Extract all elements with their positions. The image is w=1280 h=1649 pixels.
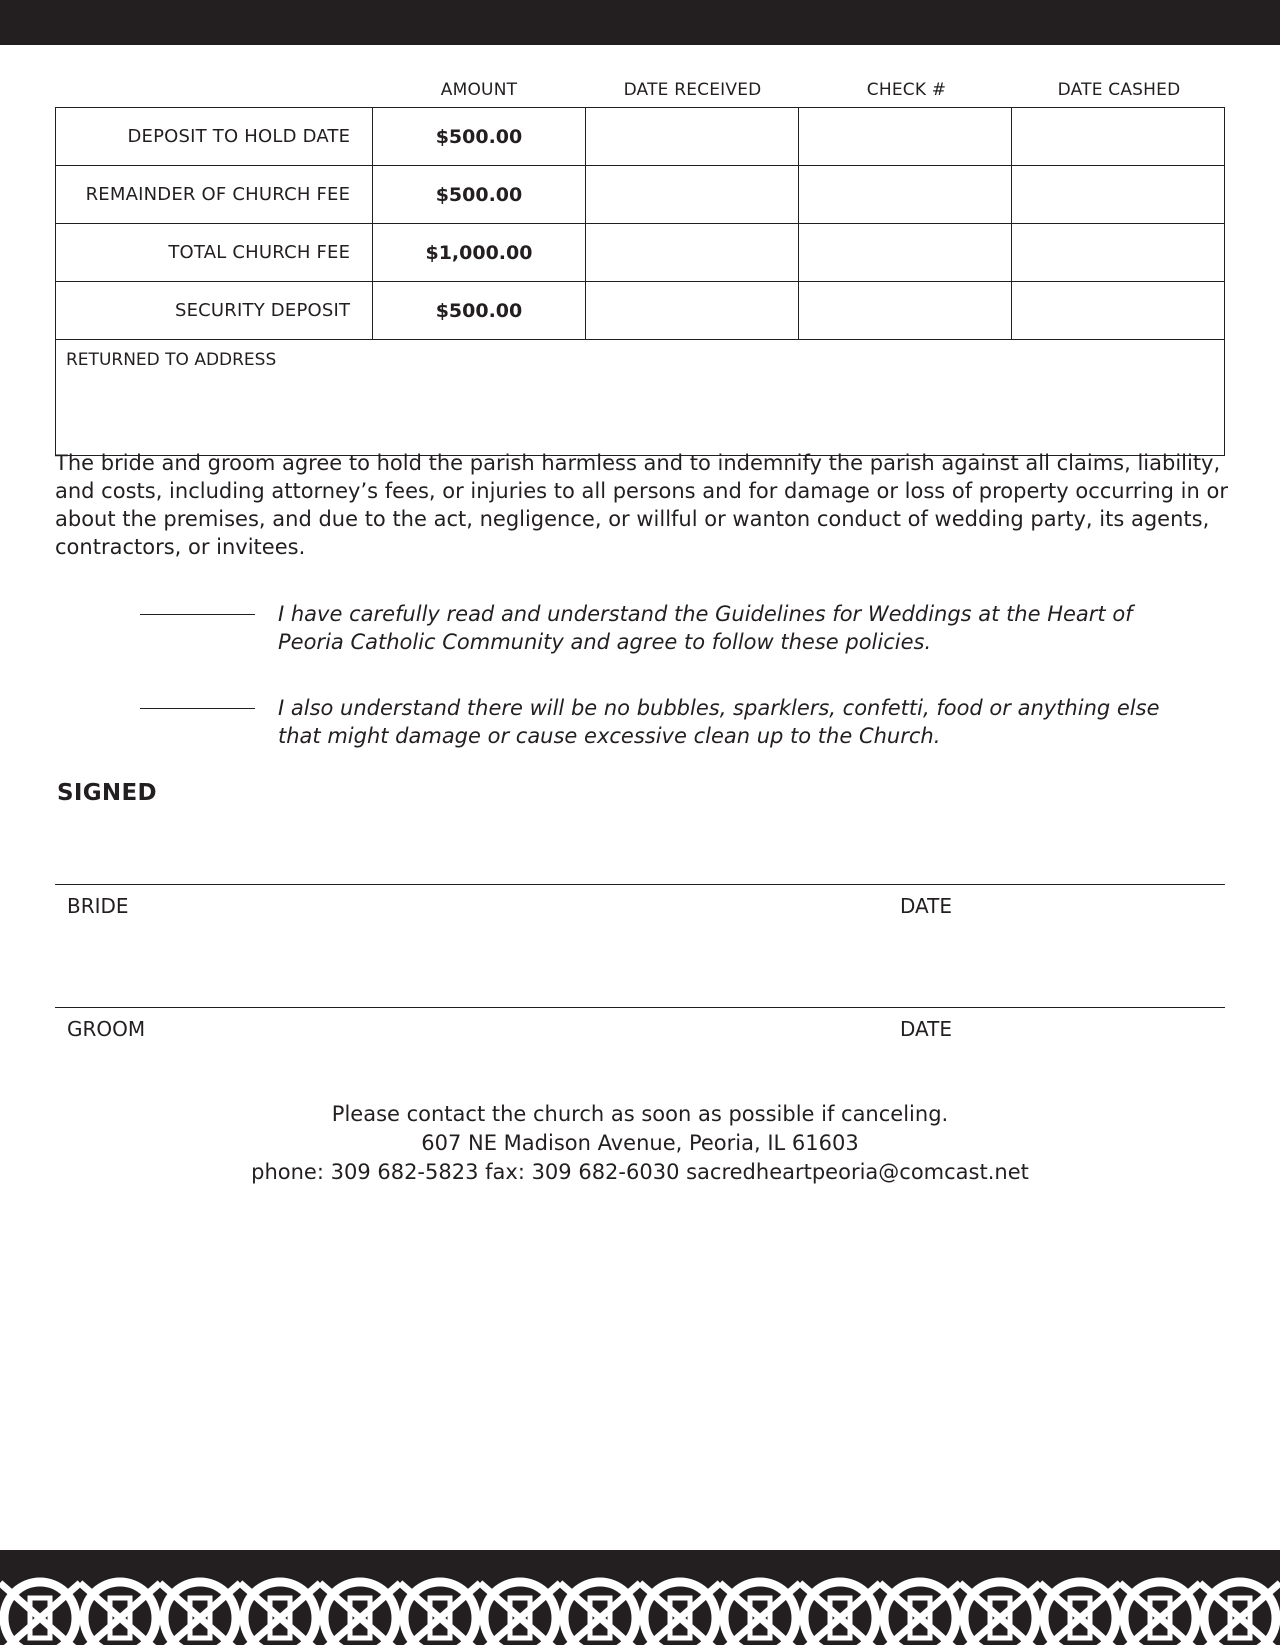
address-label: RETURNED TO ADDRESS: [66, 350, 277, 370]
bride-signature-line[interactable]: [55, 884, 1225, 885]
groom-label: GROOM: [67, 1017, 146, 1041]
returned-to-address-field[interactable]: [56, 340, 1225, 456]
fee-table: [55, 107, 1225, 456]
row-amount: $1,000.00: [373, 224, 586, 282]
table-row: [56, 224, 1225, 282]
date-received-field[interactable]: [585, 224, 798, 282]
groom-signature-line[interactable]: [55, 1007, 1225, 1008]
date-cashed-field[interactable]: [1011, 282, 1224, 340]
date-cashed-field[interactable]: [1011, 108, 1224, 166]
initials-line[interactable]: [140, 614, 255, 615]
date-cashed-field[interactable]: [1011, 166, 1224, 224]
check-number-field[interactable]: [798, 108, 1011, 166]
bride-label: BRIDE: [67, 894, 129, 918]
check-number-field[interactable]: [798, 224, 1011, 282]
contact-line: phone: 309 682-5823 fax: 309 682-6030 sacredheartpeoria@comcast.net: [251, 1160, 1029, 1184]
cancel-notice: Please contact the church as soon as possible if canceling.: [331, 1102, 949, 1126]
decorative-pattern-band: [0, 1550, 1280, 1645]
date-cashed-field[interactable]: [1011, 224, 1224, 282]
row-label: TOTAL CHURCH FEE: [56, 224, 373, 282]
row-amount: $500.00: [373, 108, 586, 166]
top-bar: [0, 0, 1280, 45]
signed-heading: SIGNED: [57, 780, 157, 806]
contact-footer: [0, 1100, 1280, 1187]
table-row: [56, 282, 1225, 340]
acknowledgement-text: I also understand there will be no bubbles, sparklers, confetti, food or anything else that might damage or cause excessive clean up to the Church.: [278, 696, 1160, 748]
row-label: REMAINDER OF CHURCH FEE: [56, 166, 373, 224]
date-received-field[interactable]: [585, 108, 798, 166]
address-line: 607 NE Madison Avenue, Peoria, IL 61603: [421, 1131, 859, 1155]
header-date-cashed: DATE CASHED: [1057, 80, 1181, 100]
lattice-pattern-icon: [0, 1550, 1280, 1645]
row-amount: $500.00: [373, 166, 586, 224]
date-received-field[interactable]: [585, 166, 798, 224]
row-amount: $500.00: [373, 282, 586, 340]
table-row: [56, 166, 1225, 224]
table-row: [56, 108, 1225, 166]
header-date-received: DATE RECEIVED: [623, 80, 762, 100]
acknowledgement-text: I have carefully read and understand the Guidelines for Weddings at the Heart of Peoria Catholic Community and agree to follow these policies.: [278, 602, 1133, 654]
indemnity-paragraph: The bride and groom agree to hold the parish harmless and to indemnify the parish against all claims, liability, and costs, including attorney’s fees, or injuries to all persons and for damage or loss of property occurring in or about the premises, and due to the act, negligence, or willful or wanton conduct of wedding party, its agents, contractors, or invitees.: [55, 451, 1228, 559]
groom-date-label: DATE: [900, 1017, 953, 1041]
row-label: DEPOSIT TO HOLD DATE: [56, 108, 373, 166]
header-check-number: CHECK #: [866, 80, 947, 100]
address-row: [56, 340, 1225, 456]
check-number-field[interactable]: [798, 282, 1011, 340]
check-number-field[interactable]: [798, 166, 1011, 224]
bride-date-label: DATE: [900, 894, 953, 918]
initials-line[interactable]: [140, 708, 255, 709]
header-amount: AMOUNT: [440, 80, 518, 100]
date-received-field[interactable]: [585, 282, 798, 340]
row-label: SECURITY DEPOSIT: [56, 282, 373, 340]
